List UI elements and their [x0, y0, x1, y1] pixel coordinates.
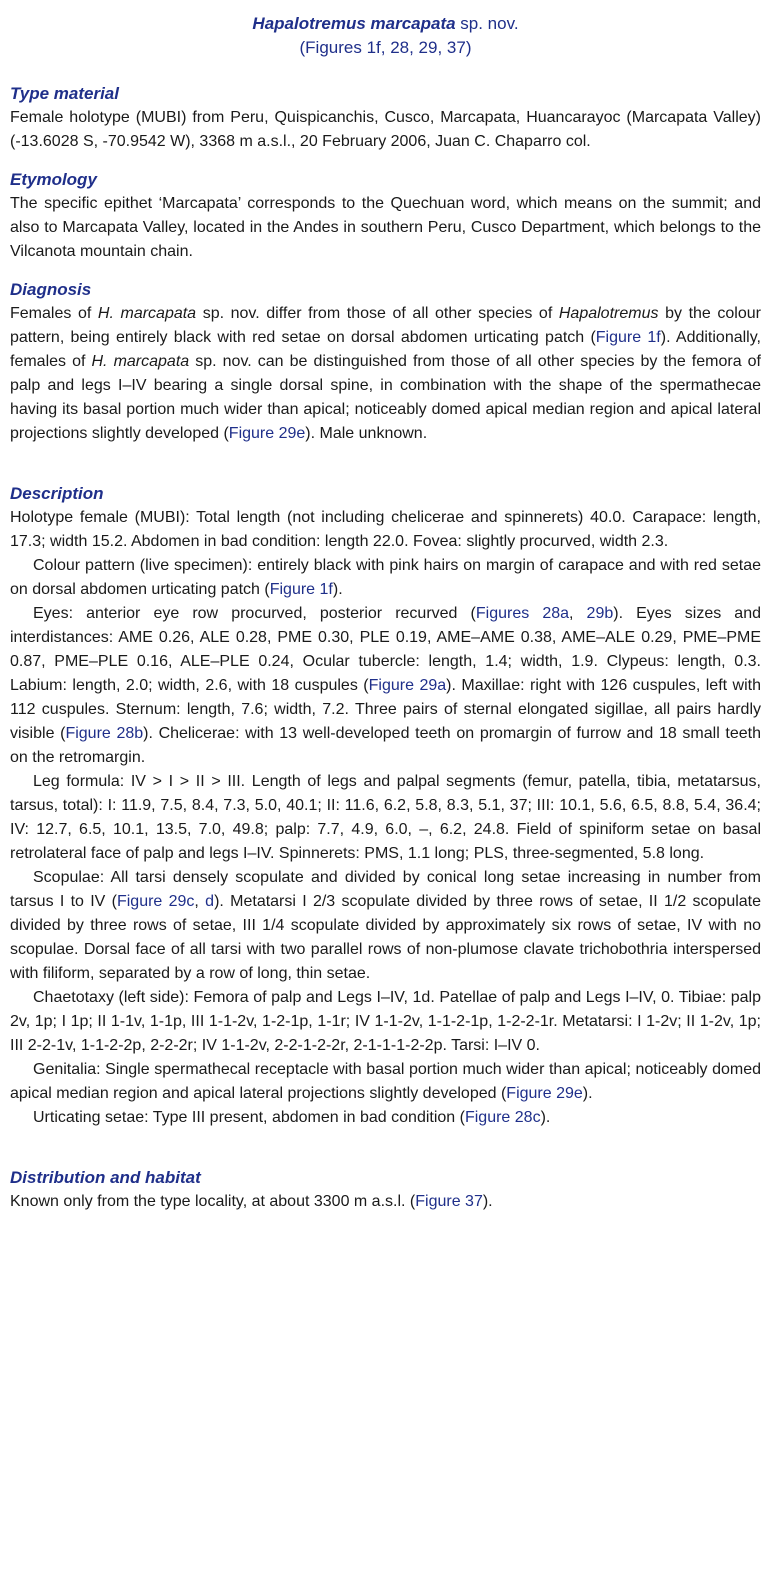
type-material-text: Female holotype (MUBI) from Peru, Quispicanchis, Cusco, Marcapata, Huancarayoc (Marcapata Valley) (-13.6028 S, -70.9542 W), 3368 m a.s.l., 20 February 2006, Juan C. Chaparro col.: [10, 109, 761, 150]
genus-italic: Hapalotremus: [558, 305, 659, 322]
text-run: Known only from the type locality, at about 3300 m a.s.l. (: [10, 1193, 416, 1210]
text-run: ).: [582, 1085, 593, 1102]
description-colour: [10, 554, 761, 602]
text-run: ). Additionally, females of: [10, 329, 761, 370]
figure-link[interactable]: Figure 1f: [595, 329, 661, 346]
text-run: sp. nov. can be distinguished from those of all other species by the femora of palp and legs I–IV bearing a single dorsal spine, in combination with the shape of the spermathecae having its basal portion much wider than apical; noticeably domed apical median region and apical lateral projections slightly developed (: [10, 353, 762, 442]
figure-reference-list[interactable]: (Figures 1f, 28, 29, 37): [299, 38, 472, 57]
distribution-text: [10, 1190, 761, 1214]
type-material-section: [10, 82, 761, 154]
species-name: Hapalotremus marcapata: [252, 14, 456, 33]
text-run: ). Metatarsi I 2/3 scopulate divided by three rows of setae, II 1/2 scopulate divided by three rows of setae, III 1/4 scopulate divided by approximately six rows of setae, IV with no scopulae. Dorsal face of all tarsi with two parallel rows of non-plumose clavate trichobothria interspersed with filiform, separated by a row of long, thin setae.: [10, 893, 762, 982]
species-title-block: [10, 12, 761, 60]
figure-link[interactable]: d: [205, 893, 215, 910]
diagnosis-text: [10, 302, 761, 446]
text-run: Scopulae: All tarsi densely scopulate and divided by conical long setae increasing in number from tarsus I to IV (: [10, 869, 761, 910]
species-status: sp. nov.: [455, 14, 519, 33]
text-run: ,: [194, 893, 206, 910]
figure-link[interactable]: Figure 28b: [65, 725, 144, 742]
text-run: Eyes: anterior eye row procurved, posterior recurved (: [33, 605, 476, 622]
text-run: ).: [540, 1109, 551, 1126]
text-run: ).: [332, 581, 343, 598]
text-run: by the colour pattern, being entirely black with red setae on dorsal abdomen urticating patch (: [10, 305, 761, 346]
description-chaetotaxy: Chaetotaxy (left side): Femora of palp and Legs I–IV, 1d. Patellae of palp and Legs I–IV, 0. Tibiae: palp 2v, 1p; I 1p; II 1-1v, 1-1p, III 1-1-2v, 1-2-1p, 1-1r; IV 1-1-2v, 1-1-2-1p, 1-2-2-1r. Metatarsi: I 1-2v; II 1-2v, 1p; III 2-2-1v, 1-1-2-2p, 2-2-2r; IV 1-1-2v, 2-2-1-2-2r, 2-1-1-1-2-2p. Tarsi: I–IV 0.: [10, 989, 761, 1054]
description-eyes: [10, 602, 761, 770]
description-section: [10, 482, 761, 1130]
type-material-heading: Type material: [10, 84, 119, 103]
text-run: Urticating setae: Type III present, abdomen in bad condition (: [33, 1109, 465, 1126]
description-measurements: Holotype female (MUBI): Total length (not including chelicerae and spinnerets) 40.0. Carapace: length, 17.3; width 15.2. Abdomen in bad condition: length 22.0. Fovea: slightly procurved, width 2.3.: [10, 509, 761, 550]
distribution-heading: Distribution and habitat: [10, 1168, 201, 1187]
figure-link[interactable]: Figure 29c: [116, 893, 195, 910]
species-italic: H. marcapata: [97, 305, 197, 322]
text-run: Females of: [10, 305, 98, 322]
diagnosis-section: [10, 278, 761, 446]
figure-link[interactable]: Figure 29a: [368, 677, 447, 694]
figure-link[interactable]: Figure 1f: [269, 581, 333, 598]
description-scopulae: [10, 866, 761, 986]
figure-link[interactable]: Figure 29e: [228, 425, 306, 442]
etymology-section: [10, 168, 761, 264]
description-urticating-setae: [10, 1106, 761, 1130]
etymology-heading: Etymology: [10, 170, 97, 189]
description-heading: Description: [10, 484, 104, 503]
text-run: ). Chelicerae: with 13 well-developed teeth on promargin of furrow and 18 small teeth on the retromargin.: [10, 725, 761, 766]
species-title: [10, 12, 761, 36]
text-run: ).: [482, 1193, 493, 1210]
etymology-text: The specific epithet ‘Marcapata’ corresponds to the Quechuan word, which means on the summit; and also to Marcapata Valley, located in the Andes in southern Peru, Cusco Department, which belongs to the Vilcanota mountain chain.: [10, 195, 761, 260]
text-run: ). Male unknown.: [305, 425, 428, 442]
figure-link[interactable]: Figure 28c: [464, 1109, 541, 1126]
figure-link[interactable]: Figures 28a: [475, 605, 570, 622]
text-run: ). Eyes sizes and interdistances: AME 0.26, ALE 0.28, PME 0.30, PLE 0.19, AME–AME 0.38, AME–ALE 0.29, PME–PME 0.87, PME–PLE 0.16, ALE–PLE 0.24, Ocular tubercle: length, 1.4; width, 1.9. Clypeus: length, 0.3. Labium: length, 2.0; width, 2.6, with 18 cuspules (: [10, 605, 761, 694]
description-legs: Leg formula: IV > I > II > III. Length of legs and palpal segments (femur, patella, tibia, metatarsus, tarsus, total): I: 11.9, 7.5, 8.4, 7.3, 5.0, 40.1; II: 11.6, 6.2, 5.8, 8.3, 5.1, 37; III: 10.1, 5.6, 6.5, 8.8, 5.4, 36.4; IV: 12.7, 6.5, 10.1, 13.5, 7.0, 49.8; palp: 7.7, 4.9, 6.0, –, 6.2, 24.8. Field of spiniform setae on basal retrolateral face of palp and legs I–IV. Spinnerets: PMS, 1.1 long; PLS, three-segmented, 5.8 long.: [10, 773, 761, 862]
figure-link[interactable]: Figure 37: [415, 1193, 483, 1210]
distribution-section: [10, 1166, 761, 1214]
text-run: sp. nov. differ from those of all other species of: [196, 305, 559, 322]
text-run: ). Maxillae: right with 126 cuspules, left with 112 cuspules. Sternum: length, 7.6; width, 7.2. Three pairs of sternal elongated sigillae, all pairs hardly visible (: [10, 677, 762, 742]
text-run: Genitalia: Single spermathecal receptacle with basal portion much wider than apical; noticeably domed apical median region and apical lateral projections slightly developed (: [10, 1061, 761, 1102]
figure-link[interactable]: Figure 29e: [506, 1085, 583, 1102]
text-run: ,: [569, 605, 587, 622]
description-genitalia: [10, 1058, 761, 1106]
species-italic: H. marcapata: [91, 353, 190, 370]
figure-link[interactable]: 29b: [586, 605, 614, 622]
text-run: Colour pattern (live specimen): entirely black with pink hairs on margin of carapace and with red setae on dorsal abdomen urticating patch (: [10, 557, 761, 598]
diagnosis-heading: Diagnosis: [10, 280, 92, 299]
